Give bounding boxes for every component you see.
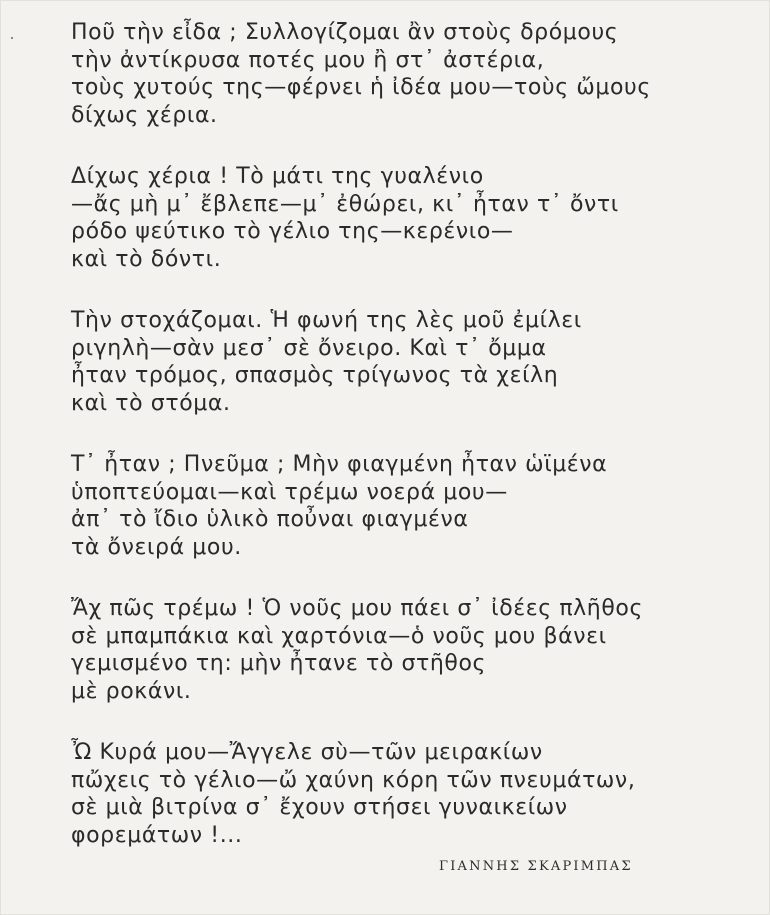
poem-line: Τὴν στοχάζομαι. Ἡ φωνή της λὲς μοῦ ἐμίλει bbox=[71, 308, 582, 333]
poem-line: καὶ τὸ στόμα. bbox=[71, 390, 231, 416]
stanza-6 bbox=[71, 739, 761, 849]
stanza-1 bbox=[71, 19, 761, 129]
stanza-5 bbox=[71, 595, 761, 705]
poem-line: μὲ ροκάνι. bbox=[71, 678, 192, 704]
poem-line: τὴν ἀντίκρυσα ποτές μου ἢ στ᾽ ἀστέρια, bbox=[71, 47, 545, 73]
stanza-4 bbox=[71, 451, 761, 561]
poem-line: —ἄς μὴ μ᾽ ἔβλεπε—μ᾽ ἐθώρει, κι᾽ ἦταν τ᾽ ὄντι bbox=[71, 191, 619, 217]
poem-line: σὲ μιὰ βιτρίνα σ᾽ ἔχουν στήσει γυναικείων bbox=[71, 795, 568, 820]
poem-line: τὰ ὄνειρά μου. bbox=[71, 534, 242, 560]
poem-line: σὲ μπαμπάκια καὶ χαρτόνια—ὁ νοῦς μου βάνει bbox=[71, 623, 607, 649]
poem-line: Τ᾽ ἦταν ; Πνεῦμα ; Μὴν φιαγμένη ἦταν ὡϊμένα bbox=[71, 452, 608, 477]
author-signature: ΓΙΑΝΝΗΣ ΣΚΑΡΙΜΠΑΣ bbox=[439, 859, 633, 874]
poem-line: ριγηλὴ—σὰν μεσ᾽ σὲ ὄνειρο. Καὶ τ᾽ ὄμμα bbox=[71, 335, 547, 361]
scan-speck bbox=[11, 37, 13, 39]
poem-line: πὤχεις τὸ γέλιο—ὤ χαύνη κόρη τῶν πνευμάτων, bbox=[71, 767, 636, 793]
poem-line: Δίχως χέρια ! Τὸ μάτι της γυαλένιο bbox=[71, 164, 484, 189]
poem-line: Ὦ Κυρά μου—Ἄγγελε σὺ—τῶν μειρακίων bbox=[71, 740, 543, 765]
poem-line: φορεμάτων !... bbox=[71, 822, 243, 848]
poem-line: ρόδο ψεύτικο τὸ γέλιο της—κερένιο— bbox=[71, 219, 514, 244]
poem-line: ὑποπτεύομαι—καὶ τρέμω νοερά μου— bbox=[71, 479, 508, 505]
poem-body bbox=[71, 19, 761, 849]
poem-line: δίχως χέρια. bbox=[71, 102, 218, 128]
poem-line: γεμισμένο τη: μὴν ἦτανε τὸ στῆθος bbox=[71, 651, 487, 676]
poem-line: τοὺς χυτούς της—φέρνει ἡ ἰδέα μου—τοὺς ὤμους bbox=[71, 75, 651, 100]
poem-line: Ποῦ τὴν εἶδα ; Συλλογίζομαι ἂν στοὺς δρόμους bbox=[71, 20, 619, 45]
stanza-3 bbox=[71, 307, 761, 417]
poem-line: Ἄχ πῶς τρέμω ! Ὁ νοῦς μου πάει σ᾽ ἰδέες πλῆθος bbox=[71, 596, 643, 621]
stanza-2 bbox=[71, 163, 761, 273]
poem-line: ἀπ᾽ τὸ ἴδιο ὑλικὸ ποὖναι φιαγμένα bbox=[71, 507, 469, 532]
poem-line: ἦταν τρόμος, σπασμὸς τρίγωνος τὰ χείλη bbox=[71, 363, 559, 388]
poem-line: καὶ τὸ δόντι. bbox=[71, 246, 222, 272]
